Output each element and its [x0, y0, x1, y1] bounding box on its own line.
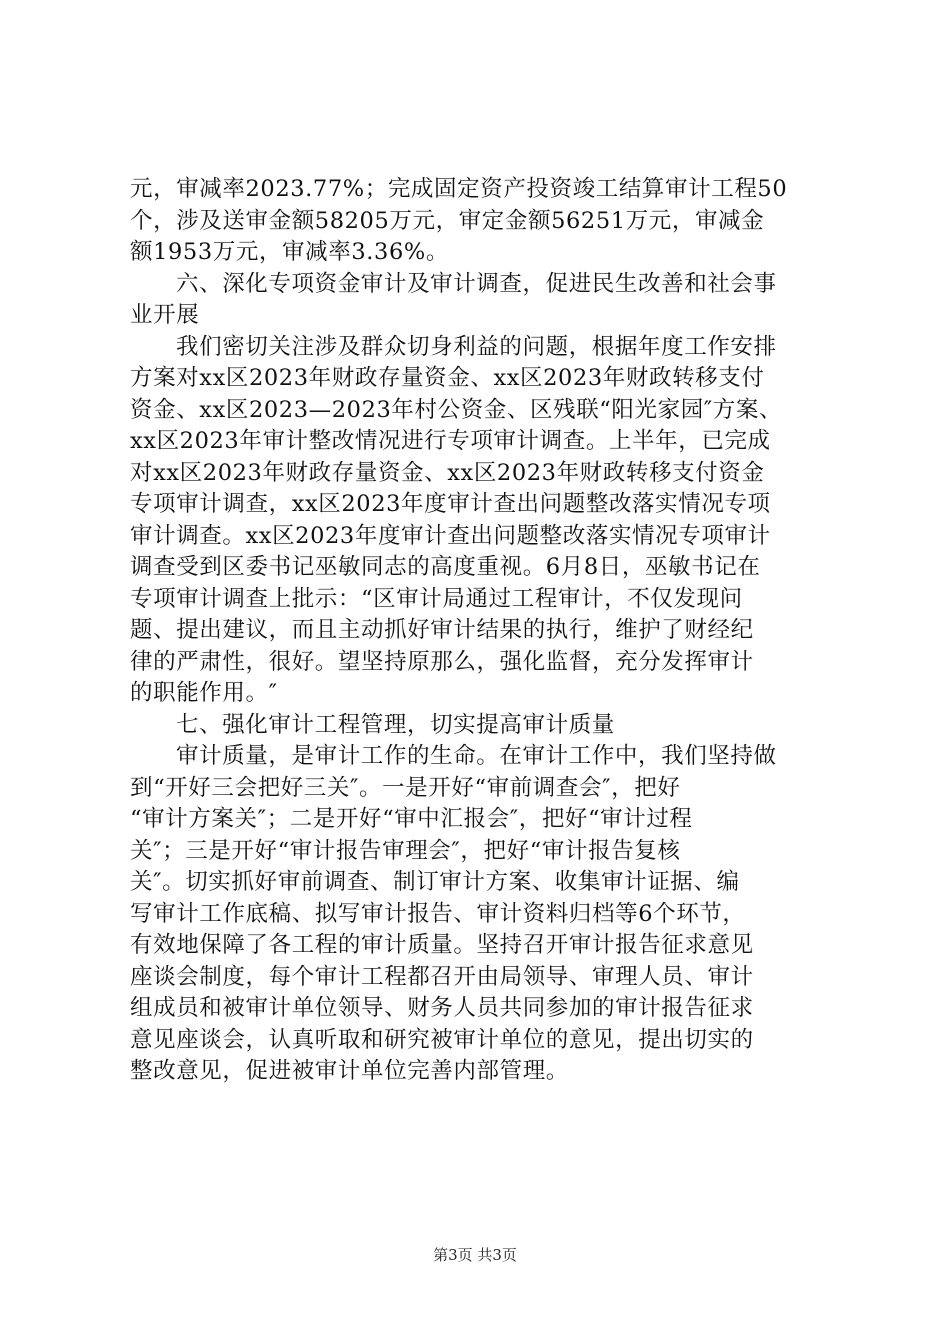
paragraph — [130, 174, 830, 269]
text-line: 有效地保障了各工程的审计质量。坚持召开审计报告征求意见 — [130, 932, 754, 958]
text-line: 到“开好三会把好三关″。一是开好“审前调查会″，把好 — [130, 774, 681, 801]
page-footer: 第3页 共3页 — [433, 1246, 517, 1264]
text-line: 关″。切实抓好审前调查、制订审计方案、收集审计证据、编 — [130, 869, 740, 895]
text-line: 专项审计调查上批示：“区审计局通过工程审计，不仅发现问 — [130, 585, 743, 612]
text-line: xx区2023年审计整改情况进行专项审计调查。上半年，已完成 — [130, 428, 771, 454]
text-line: 七、强化审计工程管理，切实提高审计质量 — [176, 711, 615, 738]
text-line: 方案对xx区2023年财政存量资金、xx区2023年财政转移支付 — [130, 365, 765, 391]
text-line: 组成员和被审计单位领导、财务人员共同参加的审计报告征求 — [130, 995, 754, 1021]
text-line: 额1953万元，审减率3.36%。 — [130, 239, 449, 265]
paragraph — [130, 741, 830, 1088]
text-line: 写审计工作底稿、拟写审计报告、审计资料归档等6个环节， — [130, 900, 746, 927]
text-line: “审计方案关″；二是开好“审中汇报会″，把好“审计过程 — [130, 806, 693, 832]
paragraph — [130, 332, 830, 710]
text-line: 审计调查。xx区2023年度审计查出问题整改落实情况专项审计 — [130, 522, 771, 549]
text-line: 六、深化专项资金审计及审计调查，促进民生改善和社会事 — [176, 270, 777, 297]
paragraph — [130, 710, 830, 742]
text-line: 关″；三是开好“审计报告审理会″，把好“审计报告复核 — [130, 837, 681, 864]
text-line: 意见座谈会，认真听取和研究被审计单位的意见，提出切实的 — [130, 1026, 754, 1053]
text-line: 审计质量，是审计工作的生命。在审计工作中，我们坚持做 — [176, 743, 777, 769]
text-line: 律的严肃性，很好。望坚持原那么，强化监督，充分发挥审计 — [130, 648, 754, 675]
text-line: 资金、xx区2023—2023年村公资金、区残联“阳光家园″方案、 — [130, 396, 783, 423]
text-line: 调查受到区委书记巫敏同志的高度重视。6月8日，巫敏书记在 — [130, 554, 761, 580]
document-body — [130, 174, 830, 1088]
text-line: 业开展 — [130, 302, 200, 328]
text-line: 座谈会制度，每个审计工程都召开由局领导、审理人员、审计 — [130, 963, 754, 990]
text-line: 我们密切关注涉及群众切身利益的问题，根据年度工作安排 — [176, 333, 777, 360]
text-line: 整改意见，促进被审计单位完善内部管理。 — [130, 1058, 569, 1084]
paragraph — [130, 269, 830, 332]
text-line: 个，涉及送审金额58205万元，审定金额56251万元，审减金 — [130, 207, 765, 234]
text-line: 的职能作用。″ — [130, 680, 278, 706]
text-line: 专项审计调查，xx区2023年度审计查出问题整改落实情况专项 — [130, 491, 771, 517]
text-line: 对xx区2023年财政存量资金、xx区2023年财政转移支付资金 — [130, 459, 765, 486]
text-line: 元，审减率2023.77%；完成固定资产投资竣工结算审计工程50 — [130, 176, 788, 202]
text-line: 题、提出建议，而且主动抓好审计结果的执行，维护了财经纪 — [130, 617, 754, 643]
